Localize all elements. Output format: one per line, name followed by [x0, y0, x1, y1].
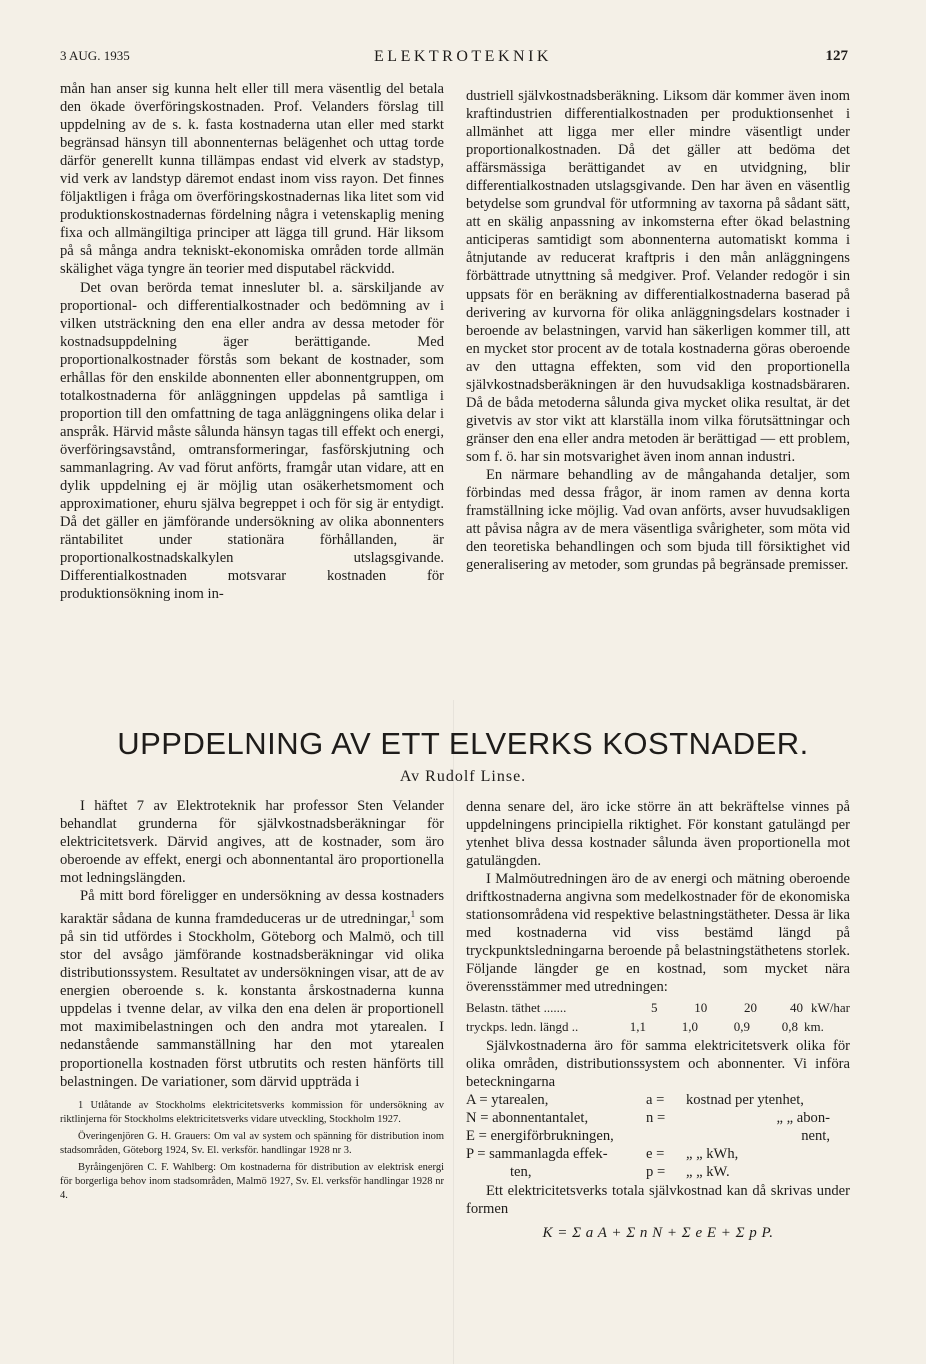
notation-term: A = ytarealen,	[466, 1091, 549, 1108]
article-title: UPPDELNING AV ETT ELVERKS KOSTNADER.	[117, 726, 809, 761]
table-cell: 1,0	[681, 1018, 698, 1034]
running-header	[0, 48, 926, 72]
paragraph: Självkostnaderna äro för samma elektricitetsverk olika för olika områden, distributionssystem och abonnenter. Vi införa beteckningarna	[466, 1037, 850, 1090]
notation-meaning: „ „ abon-	[776, 1109, 830, 1126]
footnote: Överingenjören G. H. Grauers: Om val av system och spänning för distribution inom stadsområden, Göteborg 1924, Sv. El. verksför. handlingar 1928 nr 3.	[60, 1130, 444, 1156]
table-cell: 0,9	[733, 1018, 750, 1034]
table-cell: 20	[744, 999, 758, 1015]
issue-date: 3 AUG. 1935	[60, 48, 130, 63]
notation-symbol: p =	[646, 1164, 666, 1181]
paragraph-text: som på sin tid utfördes i Stockholm, Göteborg och Malmö, och till stor del avsågo jämförande kostnadsberäkningar vid olika distributionssystem. Resultatet av undersökningen visar, att de av energien oberoende s. k. konstanta årskostnaderna kunna uppdelas i tvenne delar, av vilka den ena delen är proportionell mot maximibelastningen och den andra mot ytarealen. I nedanstående sammanställning har den mot ytarealen proportionella kostnaden först utbrutits och resten hänförts till belastningen. De variationer, som därvid uppträda i	[60, 911, 444, 1090]
notation-symbol	[646, 1127, 686, 1145]
top-right-column	[466, 87, 850, 574]
row-label: Belastn. täthet .......	[466, 999, 567, 1015]
notation-symbol: e =	[646, 1146, 665, 1163]
notation-meaning: kostnad per ytenhet,	[686, 1091, 804, 1108]
paragraph: Ett elektricitetsverks totala självkostnad kan då skrivas under formen	[466, 1182, 850, 1217]
table-cell: 1,1	[629, 1018, 646, 1034]
page-fold	[453, 700, 454, 1364]
footnotes	[60, 1099, 444, 1203]
density-table	[466, 999, 850, 1035]
bottom-left-column	[60, 797, 444, 1206]
notation-symbol: a =	[646, 1091, 665, 1108]
notation-list	[466, 1091, 850, 1182]
notation-term: P = sammanlagda effek-	[466, 1146, 608, 1163]
unit-label: kW/har	[811, 999, 850, 1015]
paragraph: Det ovan berörda temat innesluter bl. a. särskiljande av proportional- och differentialkostnader och bedömning av i vilken utsträckning den ena eller andra av dessa metoder för kostnadsuppdelning äger berättigande. Med proportionalkostnader förstås som bekant de kostnader, som erhållas för den enskilde abonnenten eller abonnentgruppen, om totalkostnaderna för anläggningen uppdelas på samtliga i proportion till den omfattning de taga anläggningens olika delar i anspråk. Härvid måste sålunda hänsyn tagas till effekt och energi, överföringsavstånd, omtransformeringar, fasförskjutning och sammanlagring. Av vad förut anförts, framgår utan vidare, att en dylik uppdelning ej är möjlig utan osäkerhetsmoment och approximationer, ehuru själva begreppet i och för sig är entydigt. Då det gäller en jämförande undersökning av olika abonnenters räntabilitet under stationära förhållanden, är proportionalkostnadskalkylen utslagsgivande. Differentialkostnaden motsvarar kostnaden för produktionsökning inom in-	[60, 279, 444, 603]
notation-term: E = energiförbrukningen,	[466, 1128, 614, 1145]
notation-symbol: n =	[646, 1109, 666, 1126]
paragraph: mån han anser sig kunna helt eller till mera väsentlig del betala den ökade överföringskostnaden. Prof. Velanders förslag till uppdelning av de s. k. fasta kostnaderna utan eller med starkt begränsad hänsyn till abonnenternas belägenhet och uttag torde därför generellt kunna tillämpas endast vid elverk av stadstyp, vid verk av landstyp däremot endast inom viss rayon. Det finnes följaktligen i fråga om överföringskostnadernas lika litet som vid produktionskostnadernas fördelning några i vetenskaplig mening fixa och allmängiltiga principer att lägga till grund. Här liksom på så många andra tekniskt-ekonomiska områden torde allmän skälighet väga tyngre än teorier med disputabel räckvidd.	[60, 81, 444, 278]
table-cell: 0,8	[781, 1018, 798, 1034]
notation-meaning: „ „ kWh,	[686, 1146, 739, 1163]
top-left-column	[60, 80, 444, 603]
bottom-right-column	[466, 798, 850, 1242]
unit-label: km.	[804, 1018, 824, 1034]
paragraph: I häftet 7 av Elektroteknik har professor Sten Velander behandlat grunderna för självkostnadsberäkningar för elektricitetsverk. Därvid angives, att de kostnader, som äro oberoende av effekt, energi och abonnentantal äro proportionella mot ledningslängden.	[60, 798, 444, 887]
notation-term: ten,	[510, 1164, 532, 1181]
paragraph: dustriell självkostnadsberäkning. Liksom där kommer även inom kraftindustrien differentialkostnaden per produktionsenhet i allmänhet att ligga mer eller mindre väsentligt under proportionalkostnaden. Då det gäller att bedöma det affärsmässiga berättigandet av en utvidgning, blir differentialkostnaden utslagsgivande. Den har även en väsentlig betydelse som grundval för utformning av taxorna på sådant sätt, att en skälig anpassning av inkomsterna efter ökad belastning anticiperas samtidigt som abonnenterna automatiskt komma i åtnjutande av reducerat kraftpris i den mån anläggningens förbättrade utnyttning så medgiver. Prof. Velander redogör i sin uppsats för en beräkning av differentialkostnaderna baserad på derivering av kurvorna för olika anläggningsdelars kostnader i beroende av belastningen, varvid han säkerligen kommer till, att en mycket stor procent av de totala kostnaderna göras oberoende av den uttagna effekten, som vid den proportionella självkostnadsberäkningen är den huvudsakliga kostnadsbäraren. Då de båda metoderna sålunda giva mycket olika resultat, är det givetvis av stor vikt att klarställa inom vilka förutsättningar och gränser den ena eller andra metoden är berättigad — ett problem, som f. ö. har sin motsvarighet även inom annan industri.	[466, 88, 850, 465]
table-cell: 10	[694, 999, 708, 1015]
paragraph: En närmare behandling av de mångahanda detaljer, som förbindas med dessa frågor, är inom ramen av denna korta framställning icke möjlig. Vad ovan anförts, avser huvudsakligen att påvisa några av de mera väsentliga svårigheter, som möta vid den teoretiska behandlingen och som bjuda till försiktighet vid generalisering av metoder, som grundas på begränsade premisser.	[466, 466, 850, 574]
table-cell: 40	[790, 999, 803, 1015]
table-row	[466, 1018, 850, 1035]
footnote: 1 Utlåtande av Stockholms elektricitetsverks kommission för undersökning av riktlinjerna för Stockholms elektricitetsverks vidare utveckling, Stockholm 1927.	[60, 1099, 444, 1125]
journal-name: ELEKTROTEKNIK	[374, 48, 552, 65]
footnote-marker: 1	[410, 909, 416, 920]
table-cell: 5	[650, 999, 658, 1015]
paragraph-text: På mitt bord föreligger en undersökning av dessa kostnaders karaktär sådana de kunna framdeduceras ur de utredningar,	[60, 888, 444, 928]
cost-formula: K = Σ a A + Σ n N + Σ e E + Σ p P.	[542, 1224, 774, 1241]
notation-term: N = abonnentantalet,	[466, 1109, 589, 1126]
notation-meaning: nent,	[801, 1128, 830, 1145]
table-row	[466, 999, 850, 1016]
row-label: tryckps. ledn. längd ..	[466, 1018, 579, 1034]
paragraph: I Malmöutredningen äro de av energi och mätning oberoende driftkostnaderna angivna som medelkostnader för de ekonomiska stationsområdena vid respektive belastningstätheter. Dessa är lika med kostnaderna vid viss bestämd längd på tryckpunktsledningarna beroende på belastningstäthetens storlek. Följande längder ge en kostnad, som mycket nära överensstämmer med utredningen:	[466, 871, 850, 996]
footnote: Byråingenjören C. F. Wahlberg: Om kostnaderna för distribution av elektrisk energi för borgerliga behov inom stadsområden, Malmö 1927, Sv. El. verksför handlingar 1928 nr 4.	[60, 1161, 444, 1201]
article-byline: Av Rudolf Linse.	[399, 768, 527, 785]
paragraph: denna senare del, äro icke större än att bekräftelse vinnes på uppdelningens principiella riktighet. För konstant gatulängd per ytenhet bliva dessa kostnader sålunda även proportionella mot gatulängden.	[466, 799, 850, 870]
paragraph	[60, 887, 444, 1090]
page-number: 127	[825, 48, 848, 64]
notation-meaning: „ „ kW.	[686, 1164, 730, 1181]
